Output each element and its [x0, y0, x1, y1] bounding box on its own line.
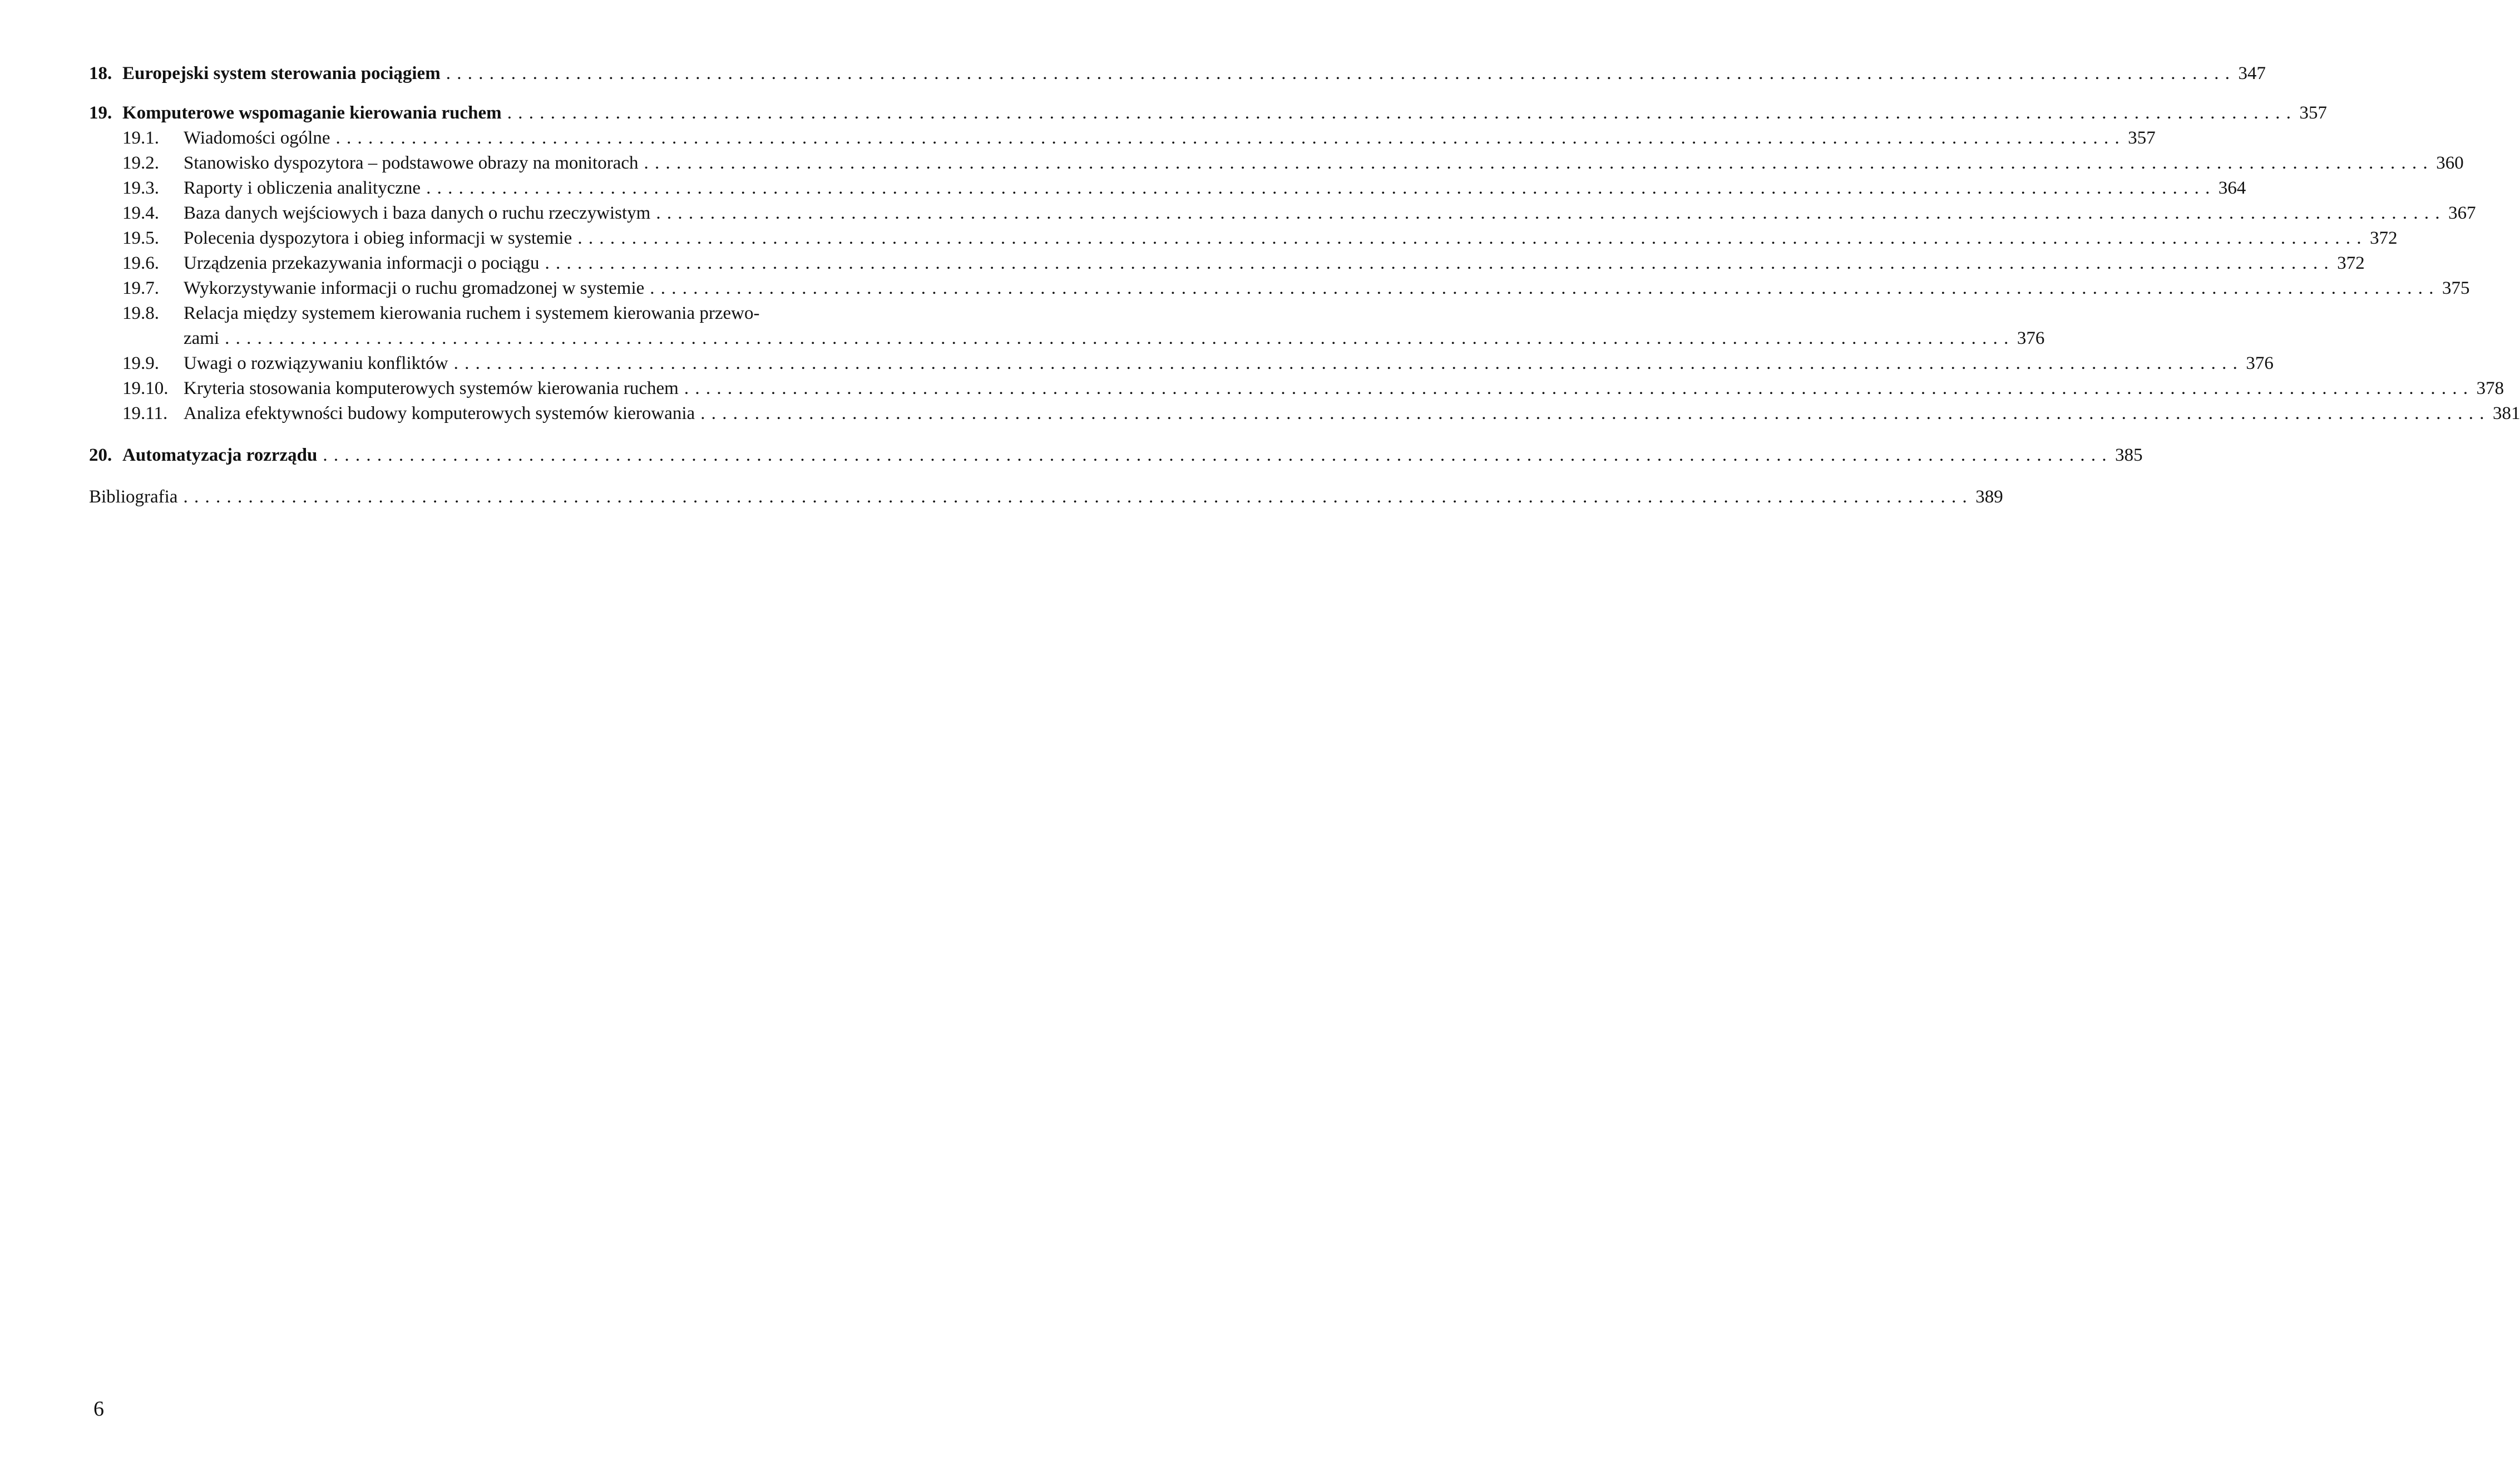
toc-entry-chapter-18	[89, 61, 2266, 86]
entry-number: 19.7.	[122, 278, 159, 298]
toc-entry-section-19-7	[89, 276, 2470, 301]
entry-page: 372	[2337, 253, 2365, 273]
page-number: 6	[93, 1397, 104, 1421]
entry-number: 19.6.	[122, 253, 159, 273]
entry-page: 376	[2246, 353, 2274, 373]
entry-page: 360	[2436, 153, 2464, 173]
toc-entry-bibliography	[89, 485, 2003, 510]
entry-title: Wykorzystywanie informacji o ruchu gromadzonej w systemie	[184, 278, 645, 298]
entry-title: Komputerowe wspomaganie kierowania ruchem	[122, 103, 502, 123]
dot-leader	[323, 443, 2106, 468]
entry-number: 20.	[89, 445, 112, 465]
dot-leader	[336, 126, 2119, 151]
dot-leader	[183, 485, 1966, 510]
toc-entry-section-19-8	[89, 301, 901, 326]
dot-leader	[650, 276, 2433, 301]
dot-leader	[545, 251, 2329, 276]
entry-page: 347	[2238, 63, 2266, 83]
entry-number: 19.8.	[122, 303, 159, 323]
entry-title: Analiza efektywności budowy komputerowych systemów kierowania	[184, 403, 695, 423]
toc-entry-section-19-11	[89, 401, 2520, 426]
entry-title: Bibliografia	[89, 487, 178, 507]
entry-number: 19.10.	[122, 378, 169, 398]
toc-entry-section-19-2	[89, 151, 2464, 176]
entry-number: 19.1.	[122, 128, 159, 148]
entry-number: 19.2.	[122, 153, 159, 173]
entry-title: Kryteria stosowania komputerowych systemów kierowania ruchem	[184, 378, 679, 398]
table-of-contents	[89, 61, 2520, 510]
entry-page: 364	[2218, 178, 2246, 198]
entry-number: 18.	[89, 63, 112, 83]
entry-number: 19.5.	[122, 228, 159, 248]
toc-entry-section-19-1	[89, 126, 2156, 151]
dot-leader	[656, 201, 2439, 226]
entry-title: Urządzenia przekazywania informacji o pociągu	[184, 253, 540, 273]
dot-leader	[446, 61, 2230, 86]
entry-title: Raporty i obliczenia analityczne	[184, 178, 421, 198]
entry-title: Polecenia dyspozytora i obieg informacji w systemie	[184, 228, 572, 248]
entry-page: 378	[2476, 378, 2504, 398]
dot-leader	[577, 226, 2361, 251]
entry-page: 381	[2492, 403, 2520, 423]
entry-title: Baza danych wejściowych i baza danych o ruchu rzeczywistym	[184, 203, 651, 223]
entry-title: Wiadomości ogólne	[184, 128, 330, 148]
dot-leader	[225, 326, 2008, 351]
entry-title: Relacja między systemem kierowania ruchem i systemem kierowania przewo-	[184, 303, 760, 323]
toc-entry-chapter-19	[89, 101, 2327, 126]
toc-entry-section-19-8-continuation	[89, 326, 2045, 351]
toc-entry-section-19-5	[89, 226, 2398, 251]
entry-number: 19.4.	[122, 203, 159, 223]
entry-number: 19.11.	[122, 403, 168, 423]
entry-title: Automatyzacja rozrządu	[122, 445, 318, 465]
toc-entry-chapter-20	[89, 443, 2143, 468]
dot-leader	[700, 401, 2484, 426]
entry-page: 357	[2299, 103, 2327, 123]
toc-entry-section-19-4	[89, 201, 2476, 226]
dot-leader	[644, 151, 2428, 176]
toc-entry-section-19-6	[89, 251, 2365, 276]
toc-entry-section-19-3	[89, 176, 2246, 201]
entry-page: 357	[2128, 128, 2156, 148]
entry-page: 385	[2115, 445, 2143, 465]
entry-title-continuation: zami	[184, 328, 220, 348]
dot-leader	[426, 176, 2210, 201]
entry-title: Stanowisko dyspozytora – podstawowe obrazy na monitorach	[184, 153, 639, 173]
dot-leader	[507, 101, 2291, 126]
entry-page: 367	[2448, 203, 2476, 223]
entry-page: 372	[2370, 228, 2398, 248]
entry-title: Europejski system sterowania pociągiem	[122, 63, 441, 83]
entry-number: 19.	[89, 103, 112, 123]
entry-page: 389	[1975, 487, 2003, 507]
toc-entry-section-19-9	[89, 351, 2274, 376]
dot-leader	[454, 351, 2237, 376]
entry-number: 19.3.	[122, 178, 159, 198]
entry-page: 376	[2017, 328, 2045, 348]
entry-title: Uwagi o rozwiązywaniu konfliktów	[184, 353, 448, 373]
entry-number: 19.9.	[122, 353, 159, 373]
dot-leader	[684, 376, 2468, 401]
toc-entry-section-19-10	[89, 376, 2504, 401]
entry-page: 375	[2442, 278, 2470, 298]
